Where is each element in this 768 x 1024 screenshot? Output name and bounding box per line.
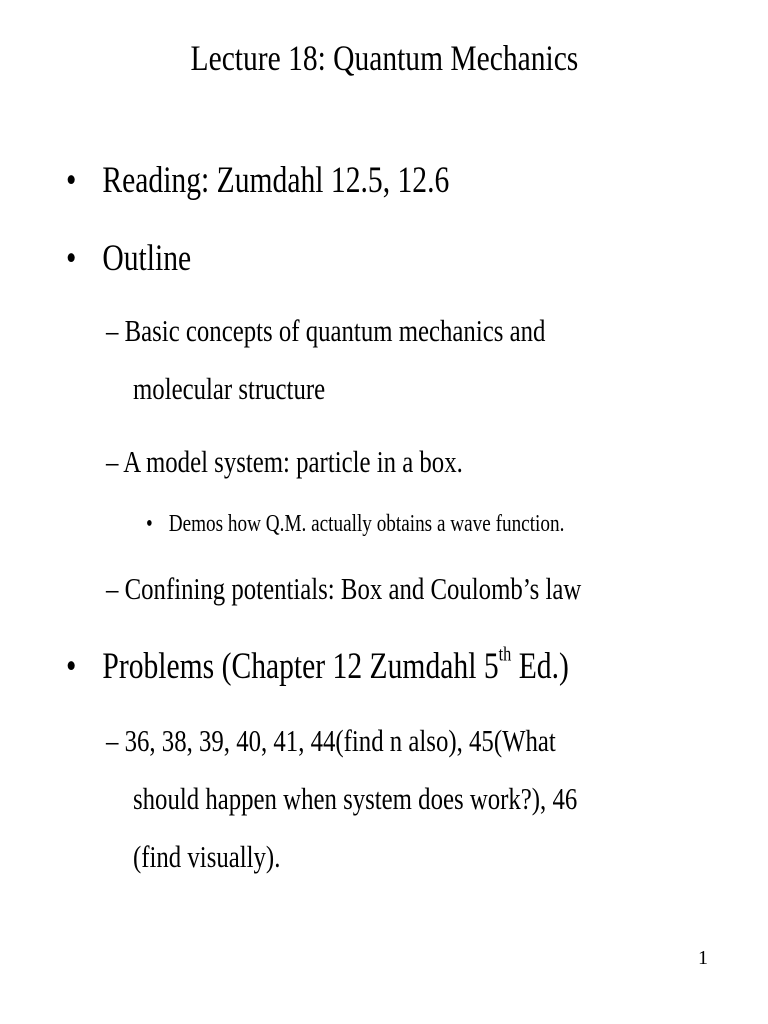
problems-suffix: Ed.)	[511, 646, 569, 687]
problems-list-cont-1	[133, 778, 577, 820]
slide-title	[0, 30, 768, 86]
problems-list-line-2: should happen when system does work?), 46	[133, 781, 578, 816]
problems-list-cont-2	[133, 836, 280, 878]
bullet-outline	[66, 234, 191, 284]
bullet-marker: •	[66, 646, 77, 687]
dash-marker: –	[106, 571, 119, 606]
dash-marker: –	[106, 313, 119, 348]
bullet-problems	[66, 642, 569, 692]
outline-text: Outline	[102, 238, 192, 279]
basic-concepts-line-1: Basic concepts of quantum mechanics and	[124, 313, 546, 348]
problems-list-line-1: 36, 38, 39, 40, 41, 44(find n also), 45(What	[124, 723, 556, 758]
sub-bullet-demos	[146, 507, 564, 541]
outline-item-model-system	[106, 441, 463, 483]
outline-item-confining	[106, 568, 581, 610]
problems-superscript: th	[498, 643, 512, 666]
bullet-marker: •	[66, 238, 77, 279]
slide-title-text: Lecture 18: Quantum Mechanics	[190, 38, 578, 78]
problems-list	[106, 720, 556, 762]
confining-text: Confining potentials: Box and Coulomb’s law	[124, 571, 582, 606]
reading-text: Reading: Zumdahl 12.5, 12.6	[102, 160, 450, 201]
bullet-reading	[66, 156, 449, 206]
demos-text: Demos how Q.M. actually obtains a wave function.	[168, 511, 565, 537]
problems-list-line-3: (find visually).	[133, 839, 281, 874]
page-number: 1	[698, 947, 708, 969]
basic-concepts-line-2: molecular structure	[133, 371, 326, 406]
dash-marker: –	[106, 444, 119, 479]
outline-item-basic-concepts-cont	[133, 368, 325, 410]
problems-prefix: Problems (Chapter 12 Zumdahl 5	[102, 646, 499, 687]
model-system-text: A model system: particle in a box.	[123, 444, 463, 479]
bullet-marker: •	[66, 160, 77, 201]
bullet-marker: •	[146, 511, 153, 537]
outline-item-basic-concepts	[106, 310, 545, 352]
dash-marker: –	[106, 723, 119, 758]
